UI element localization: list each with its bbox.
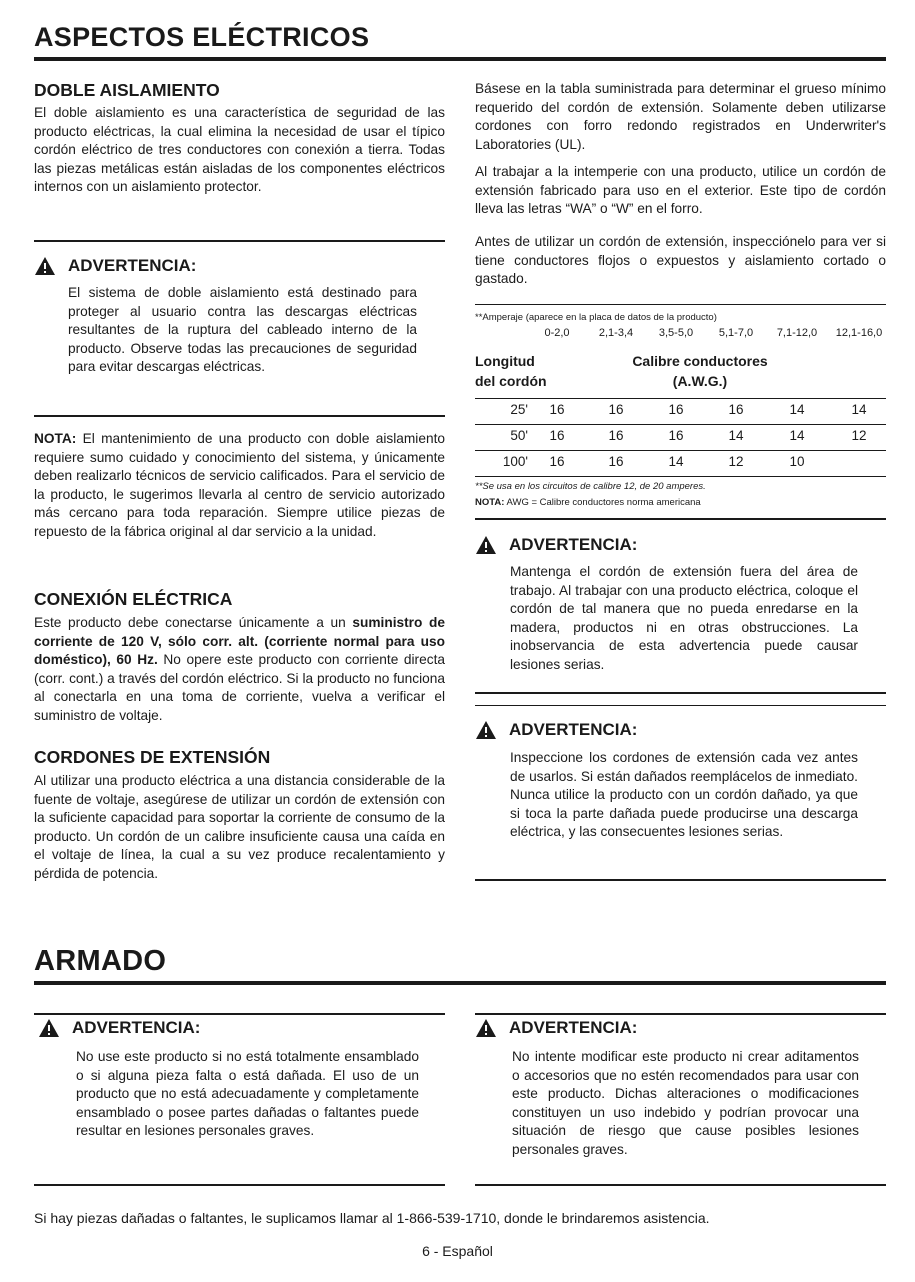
table-rule <box>475 398 886 399</box>
gauge-cell <box>828 454 890 469</box>
table-nota <box>475 497 701 508</box>
nota-text <box>34 430 445 542</box>
warning1-title-row <box>34 256 196 276</box>
title-rule <box>34 57 886 61</box>
table-nota-text: AWG = Calibre conductores norma americana <box>504 497 701 508</box>
gauge-cell: 14 <box>668 454 684 469</box>
nota-label: NOTA: <box>34 431 77 446</box>
length-header <box>475 351 547 391</box>
doble-text: El doble aislamiento es una característica de seguridad de las producto eléctricas, la cual elimina la necesidad de usar el típico cordón eléctrico de tres conductores con conexión a tierra. Todas las piezas metálicas están aisladas de los componentes eléctricos internos con un aislamiento protector. <box>34 105 445 195</box>
page-title: ASPECTOS ELÉCTRICOS <box>34 22 370 52</box>
amp-range: 7,1-12,0 <box>776 327 818 339</box>
armado-title: ARMADO <box>34 945 167 977</box>
row-length: 25' <box>510 402 528 417</box>
divider <box>475 692 886 694</box>
gauge-cell: 14 <box>728 428 744 443</box>
warning3-title: ADVERTENCIA: <box>509 720 638 739</box>
footer-note: Si hay piezas dañadas o faltantes, le suplicamos llamar al 1-866-539-1710, donde le brindaremos asistencia. <box>34 1210 710 1226</box>
divider <box>475 1184 886 1186</box>
amp-range: 3,5-5,0 <box>658 327 694 339</box>
gauge-cell: 16 <box>549 454 565 469</box>
table-footnote: **Se usa en los circuitos de calibre 12, de 20 amperes. <box>475 481 706 492</box>
table-row <box>475 454 890 469</box>
gauge-cell: 16 <box>608 428 624 443</box>
divider <box>34 1013 445 1015</box>
nota-body: El mantenimiento de una producto con doble aislamiento requiere sumo cuidado y conocimiento del sistema, y únicamente deben realizarlo técnicos de servicio calificados. Para el servicio de la producto, le sugerimos llevarla al centro de servicio autorizado más cercano para toda reparación. Siempre utilice piezas de repuesto de la fábrica original al dar servicio a la unidad. <box>34 431 445 539</box>
conexion-text-a: Este producto debe conectarse únicamente a un <box>34 615 353 630</box>
warning2-title: ADVERTENCIA: <box>509 535 638 554</box>
amp-range: 0-2,0 <box>544 327 570 339</box>
gauge-cell: 16 <box>728 402 744 417</box>
page-number: 6 - Español <box>422 1243 493 1259</box>
divider <box>475 879 886 881</box>
gauge-cell: 12 <box>851 428 867 443</box>
amp-note: **Amperaje (aparece en la placa de datos de la producto) <box>475 312 717 323</box>
armado-warning-right-text: No intente modificar este producto ni crear aditamentos o accesorios que no estén recomendados para usar con este producto. Dichas alteraciones o modificaciones constituyen un uso indebido y podrían provocar una situación de riesgo que cause posibles lesiones personales graves. <box>512 1049 859 1157</box>
row-length: 50' <box>510 428 528 443</box>
gauge-header-2: (A.W.G.) <box>672 373 728 389</box>
amp-range: 2,1-3,4 <box>598 327 634 339</box>
table-nota-label: NOTA: <box>475 497 505 508</box>
warning2-text: Mantenga el cordón de extensión fuera del área de trabajo. Al trabajar con una producto eléctrica, coloque el cordón de tal manera que no pueda enredarse en la madera, productos ni en otras obstrucciones. La inobservancia de esta advertencia puede causar lesiones serias. <box>510 564 858 672</box>
right-paragraph-3: Antes de utilizar un cordón de extensión, inspecciónelo para ver si tiene conductores flojos o expuestos y aislamiento cortado o gastado. <box>475 234 886 287</box>
length-header-1: Longitud <box>475 353 535 369</box>
divider <box>475 518 886 520</box>
divider <box>34 240 445 242</box>
cordones-text: Al utilizar una producto eléctrica a una distancia considerable de la fuente de voltaje, asegúrese de utilizar un cordón de extensión con la suficiente capacidad para soportar la corriente de consumo de la producto. Un cordón de un calibre insuficiente causa una caída en el voltaje de línea, la cual a su vez produce recalentamiento y pérdida de potencia. <box>34 773 445 881</box>
table-row <box>475 402 890 417</box>
warning3-title-row <box>475 720 637 740</box>
armado-warning-left-text: No use este producto si no está totalmente ensamblado o si alguna pieza falta o está dañada. El uso de un producto que no está adecuadamente y completamente ensamblado o posee partes dañadas o faltantes puede resultar en lesiones personales graves. <box>76 1049 419 1139</box>
armado-warning-right-title: ADVERTENCIA: <box>509 1018 638 1037</box>
conexion-text-b: No opere este producto con corriente directa (corr. cont.) a través del cordón eléctrico. Si la producto no funciona al conectarla en una toma de corriente, vuelva a verificar el suministro de voltaje. <box>34 652 445 723</box>
warning-triangle-icon <box>34 256 56 276</box>
conexion-heading: CONEXIÓN ELÉCTRICA <box>34 589 233 609</box>
gauge-header <box>590 351 810 391</box>
divider-thin <box>475 705 886 706</box>
gauge-cell: 16 <box>608 454 624 469</box>
gauge-cell: 16 <box>668 428 684 443</box>
warning3-text: Inspeccione los cordones de extensión cada vez antes de usarlos. Si están dañados reemplácelos de inmediato. Nunca utilice la producto con un cordón dañado, ya que si toca la parte dañada puede producirse una descarga eléctrica, y las consecuentes lesiones serias. <box>510 750 858 840</box>
amp-range: 12,1-16,0 <box>835 327 883 339</box>
row-length: 100' <box>502 454 528 469</box>
divider <box>475 1013 886 1015</box>
table-row <box>475 428 890 443</box>
doble-heading: DOBLE AISLAMIENTO <box>34 80 220 100</box>
gauge-cell: 14 <box>789 428 805 443</box>
armado-warning-left-title-row <box>38 1018 200 1038</box>
right-paragraph-1: Básese en la tabla suministrada para determinar el grueso mínimo requerido del cordón de extensión. Solamente deben utilizarse cordones con forro redondo registrados en Underwriter's Laboratories (UL). <box>475 81 886 152</box>
warning-triangle-icon <box>475 720 497 740</box>
length-header-2: del cordón <box>475 373 547 389</box>
conexion-text <box>34 614 445 726</box>
warning-triangle-icon <box>38 1018 60 1038</box>
amp-range: 5,1-7,0 <box>718 327 754 339</box>
table-rule <box>475 476 886 477</box>
gauge-cell: 14 <box>789 402 805 417</box>
cordones-heading: CORDONES DE EXTENSIÓN <box>34 747 271 767</box>
gauge-cell: 16 <box>549 402 565 417</box>
armado-rule <box>34 981 886 985</box>
gauge-cell: 12 <box>728 454 744 469</box>
warning-triangle-icon <box>475 535 497 555</box>
divider <box>34 415 445 417</box>
warning1-title: ADVERTENCIA: <box>68 256 197 275</box>
warning-triangle-icon <box>475 1018 497 1038</box>
gauge-cell: 10 <box>789 454 805 469</box>
amp-ranges-row <box>528 327 890 339</box>
table-rule <box>475 450 886 451</box>
right-paragraph-2: Al trabajar a la intemperie con una producto, utilice un cordón de extensión fabricado para uso en el exterior. Este tipo de cordón lleva las letras “WA” o “W” en el forro. <box>475 164 886 217</box>
warning1-text: El sistema de doble aislamiento está destinado para proteger al usuario contra las descargas eléctricas resultantes de la ruptura del cableado interno de la producto. Observe todas las precauciones de seguridad para evitar descargas eléctricas. <box>68 285 417 375</box>
divider <box>34 1184 445 1186</box>
gauge-cell: 16 <box>608 402 624 417</box>
gauge-cell: 16 <box>549 428 565 443</box>
gauge-cell: 16 <box>668 402 684 417</box>
armado-warning-left-title: ADVERTENCIA: <box>72 1018 201 1037</box>
table-top-rule <box>475 304 886 305</box>
warning2-title-row <box>475 535 637 555</box>
armado-warning-right-title-row <box>475 1018 637 1038</box>
gauge-header-1: Calibre conductores <box>632 353 768 369</box>
table-rule <box>475 424 886 425</box>
conexion-text-bold: suministro de corriente de 120 V, sólo corr. alt. (corriente normal para uso doméstico), 60 Hz. <box>34 615 446 668</box>
gauge-cell: 14 <box>851 402 867 417</box>
